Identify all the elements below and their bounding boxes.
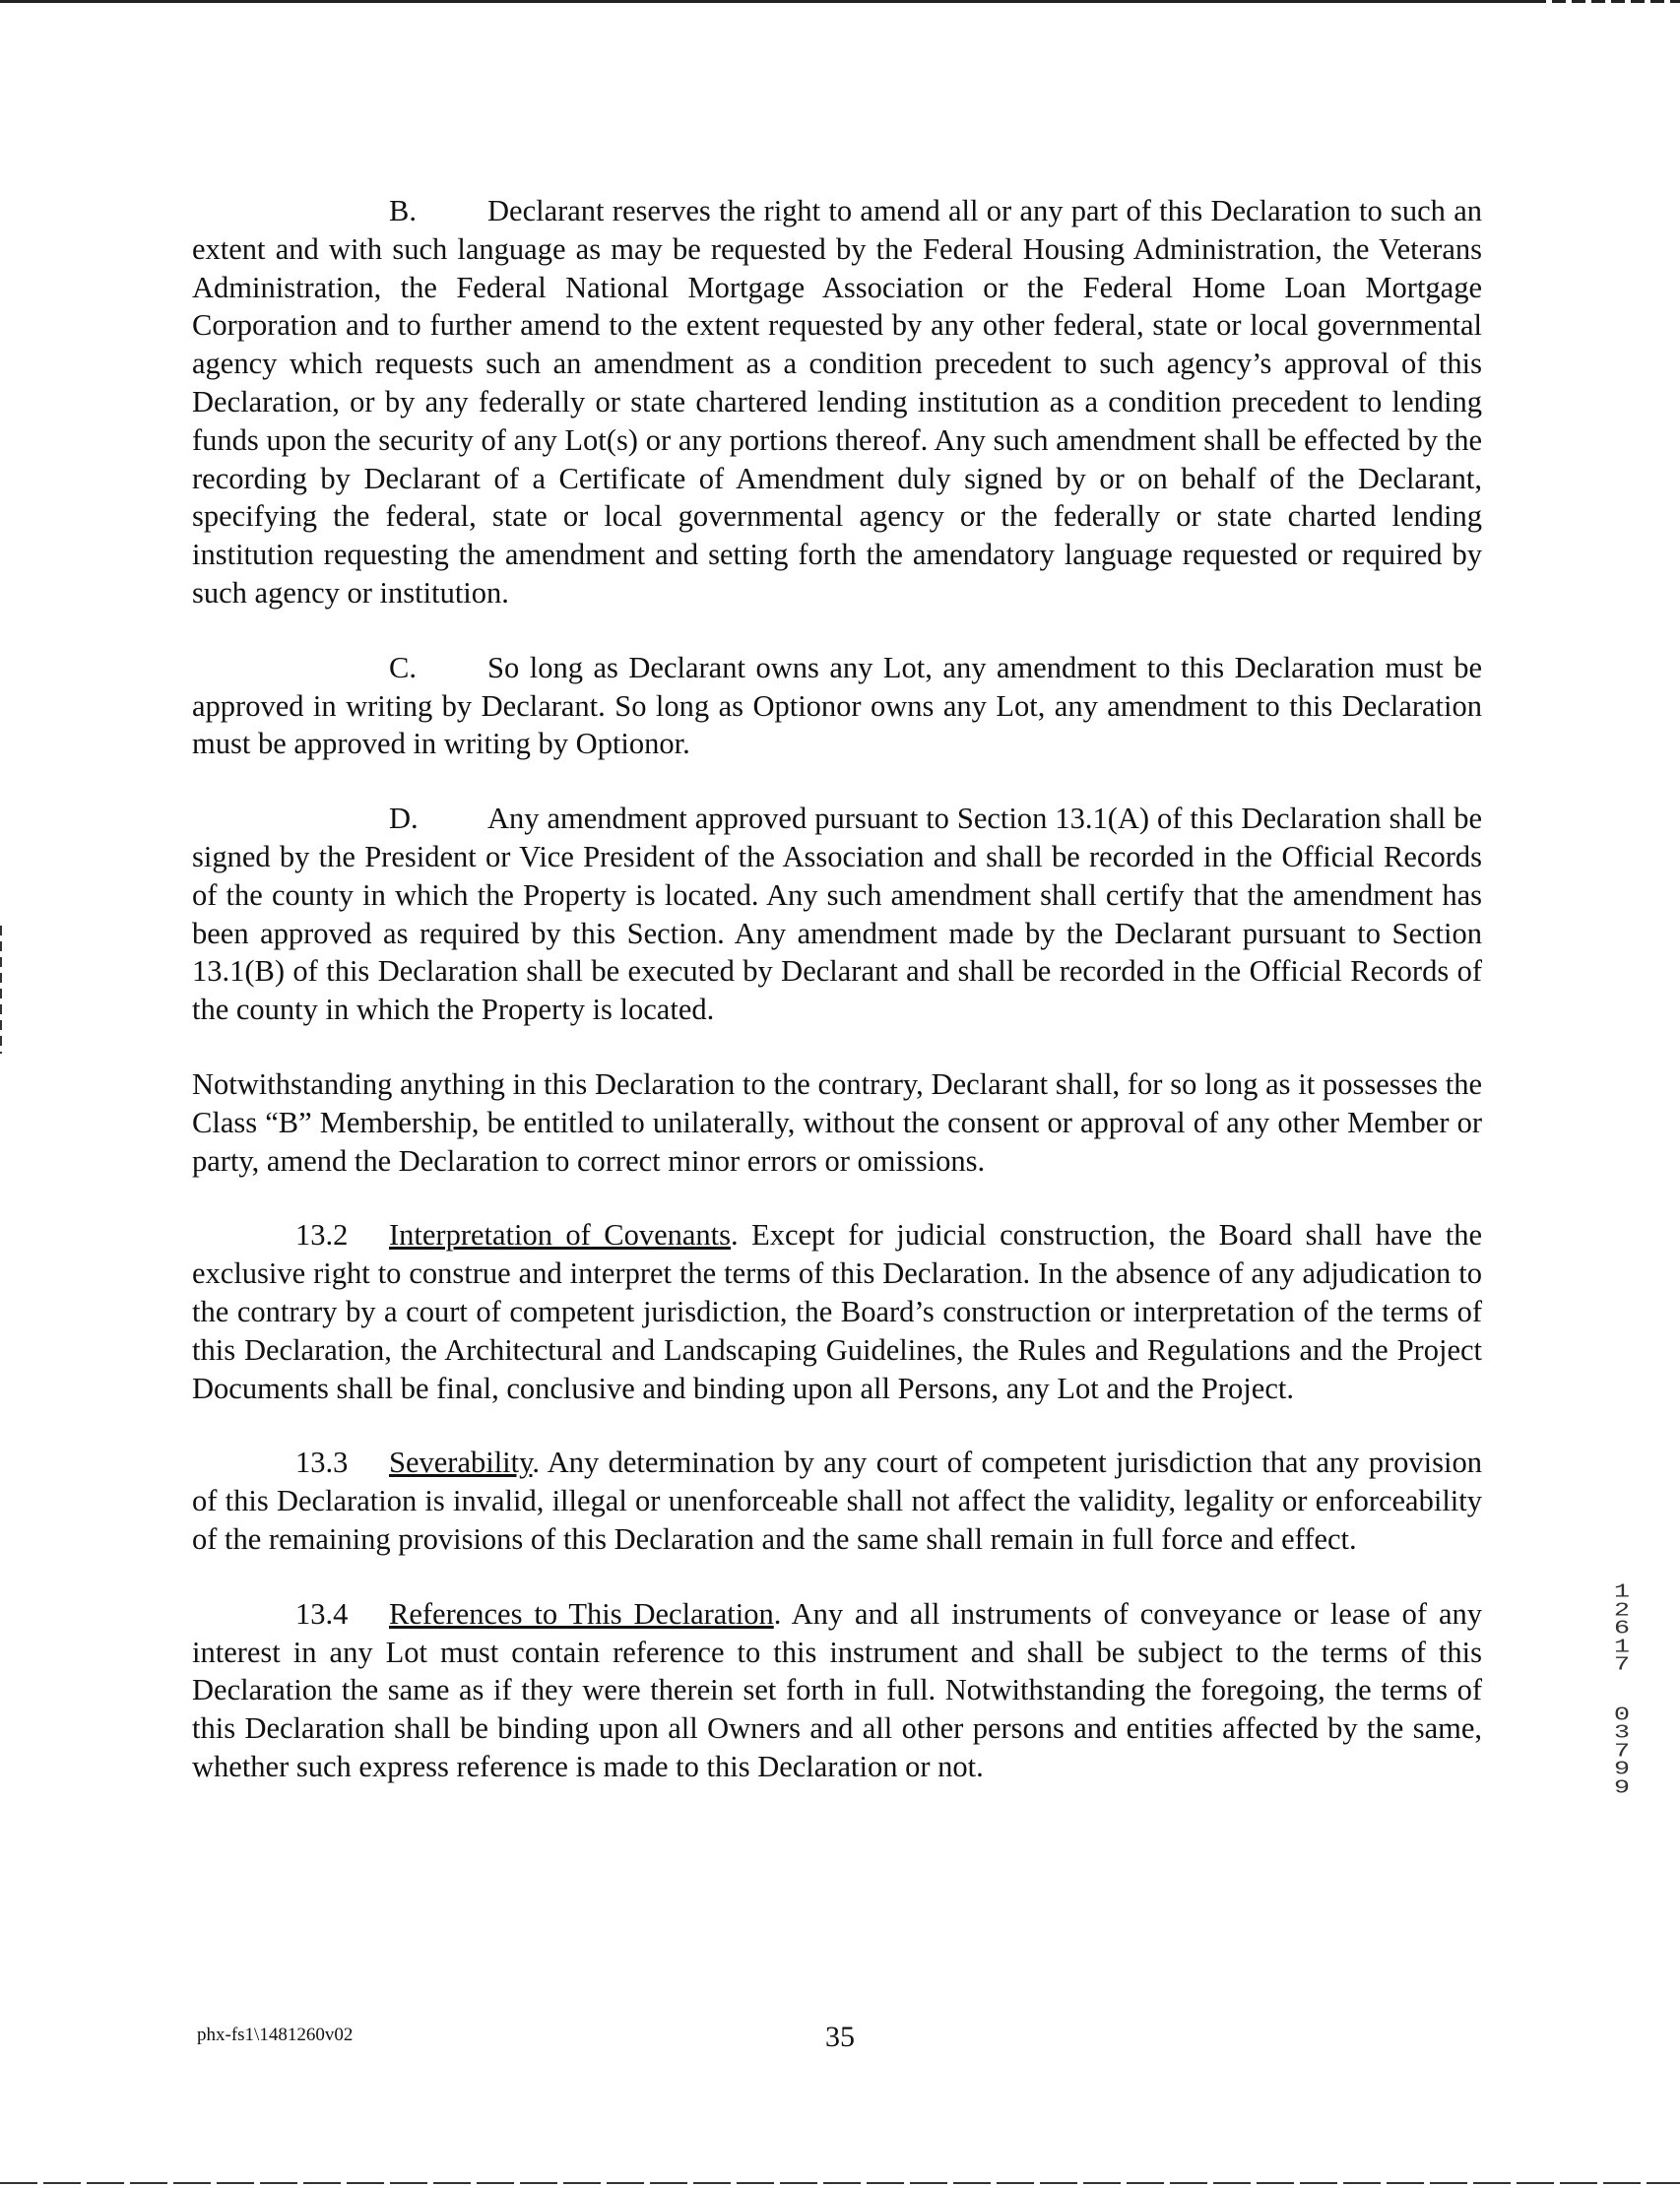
paragraph-text: Declarant reserves the right to amend all or any part of this Declaration to such an extent and with such language as may be requested by the Federal Housing Administration, the Veterans Administration, the Federal National Mortgage Association or the Federal Home Loan Mortgage Corporation and to further amend to the extent requested by any other federal, state or local governmental agency which requests such an amendment as a condition precedent to such agency’s approval of this Declaration, or by any federally or state chartered lending institution as a condition precedent to lending funds upon the security of any Lot(s) or any portions thereof. Any such amendment shall be effected by the recording by Declarant of a Certificate of Amendment duly signed by or on behalf of the Declarant, specifying the federal, state or local governmental agency or the federally or state charted lending institution requesting the amendment and setting forth the amendatory language requested or required by such agency or institution. <box>192 194 1482 610</box>
stamp-digit: 7 <box>1613 1740 1631 1763</box>
stamp-digit: 3 <box>1613 1722 1631 1744</box>
section-number: 13.3 <box>295 1446 349 1480</box>
paragraph-c <box>192 649 1482 763</box>
paragraph-d <box>192 800 1482 1029</box>
scan-edge-bottom <box>0 2182 1680 2184</box>
stamp-digit: 1 <box>1613 1581 1631 1603</box>
document-body <box>192 192 1482 1823</box>
section-13-3 <box>192 1444 1482 1558</box>
paragraph-text: Any amendment approved pursuant to Section 13.1(A) of this Declaration shall be signed by the President or Vice President of the Association and shall be recorded in the Official Records of the county in which the Property is located. Any such amendment shall certify that the amendment has been approved as required by this Section. Any amendment made by the Declarant pursuant to Section 13.1(B) of this Declaration shall be executed by Declarant and shall be recorded in the Official Records of the county in which the Property is located. <box>192 802 1482 1027</box>
section-number: 13.2 <box>295 1218 349 1253</box>
paragraph-notwithstanding <box>192 1065 1482 1180</box>
scan-edge-left <box>0 926 2 1054</box>
stamp-digit: 9 <box>1613 1759 1631 1780</box>
footer-document-id: phx-fs1\1481260v02 <box>197 2025 354 2045</box>
section-heading: Interpretation of Covenants <box>389 1218 732 1253</box>
stamp-digit: 0 <box>1613 1704 1631 1726</box>
recording-stamp <box>1604 1583 1640 1797</box>
scan-edge-top <box>0 0 1680 3</box>
stamp-gap <box>1604 1675 1640 1706</box>
paragraph-text: So long as Declarant owns any Lot, any amendment to this Declaration must be approved in writing by Declarant. So long as Optionor owns any Lot, any amendment to this Declaration must be approved in writing by Optionor. <box>192 650 1482 761</box>
stamp-digit: 6 <box>1613 1618 1631 1640</box>
paragraph-label: B. <box>389 194 417 227</box>
stamp-digit: 1 <box>1613 1636 1631 1658</box>
stamp-digit: 2 <box>1613 1599 1631 1622</box>
paragraph-label: C. <box>389 650 417 684</box>
stamp-digit: 9 <box>1613 1776 1631 1799</box>
section-number: 13.4 <box>295 1596 349 1631</box>
paragraph-label: D. <box>389 802 419 836</box>
scan-edge-top-right <box>1532 0 1680 3</box>
section-text: . Except for judicial construction, the Board shall have the exclusive right to construe and interpret the terms of this Declaration. In the absence of any adjudication to the contrary by a court of competent jurisdiction, the Board’s construction or interpretation of the terms of this Declaration, the Architectural and Landscaping Guidelines, the Rules and Regulations and the Project Documents shall be final, conclusive and binding upon all Persons, any Lot and the Project. <box>192 1218 1482 1405</box>
section-13-2 <box>192 1216 1482 1407</box>
section-heading: Severability <box>389 1446 533 1480</box>
section-text: . Any determination by any court of competent jurisdiction that any provision of this Declaration is invalid, illegal or unenforceable shall not affect the validity, legality or enforceability of the remaining provisions of this Declaration and the same shall remain in full force and effect. <box>192 1446 1482 1556</box>
paragraph-b <box>192 192 1482 612</box>
section-heading: References to This Declaration <box>389 1596 774 1631</box>
section-13-4 <box>192 1595 1482 1786</box>
paragraph-text: Notwithstanding anything in this Declaration to the contrary, Declarant shall, for so long as it possesses the Class “B” Membership, be entitled to unilaterally, without the consent or approval of any other Member or party, amend the Declaration to correct minor errors or omissions. <box>192 1066 1482 1178</box>
stamp-digit: 7 <box>1613 1654 1631 1676</box>
section-text: . Any and all instruments of conveyance or lease of any interest in any Lot must contain reference to this instrument and shall be subject to the terms of this Declaration the same as if they were therein set forth in full. Notwithstanding the foregoing, the terms of this Declaration shall be binding upon all Owners and all other persons and entities affected by the same, whether such express reference is made to this Declaration or not. <box>192 1596 1482 1783</box>
footer-page-number: 35 <box>825 2021 855 2053</box>
